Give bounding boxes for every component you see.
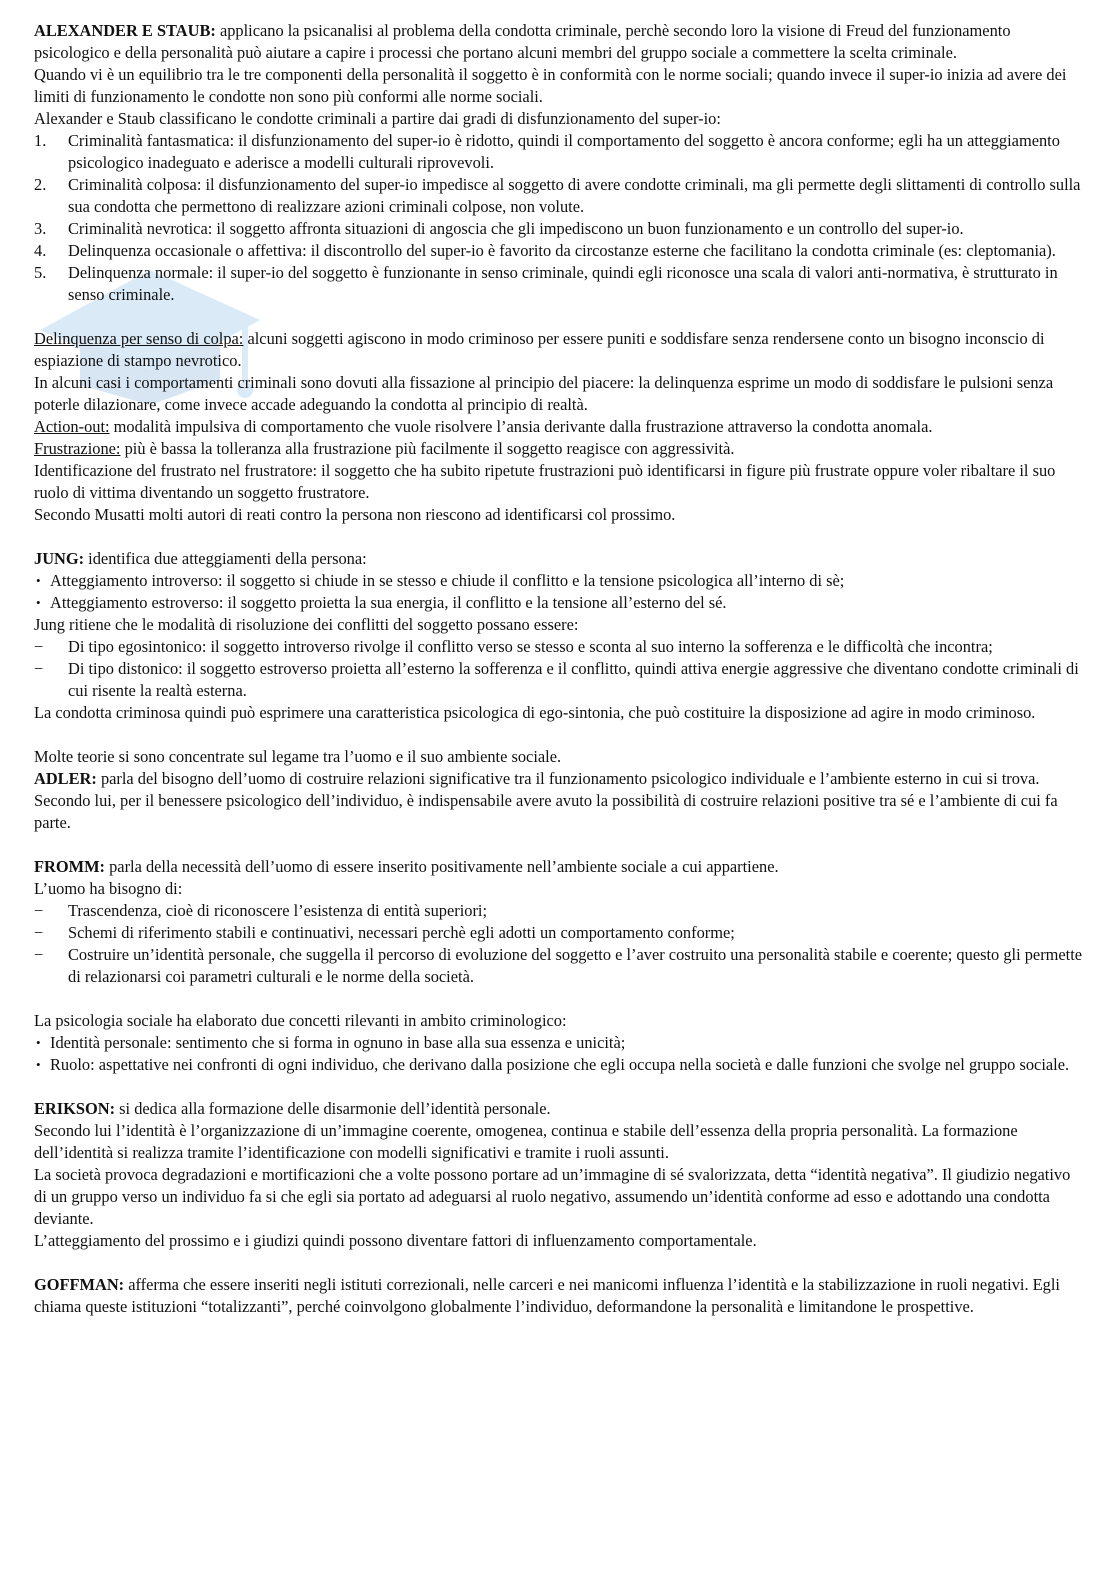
alexander-paragraph: Quando vi è un equilibrio tra le tre componenti della personalità il soggetto è in conformità con le norme sociali; quando invece il super-io inizia ad avere dei limiti di funzionamento le condotte non sono più conformi alle norme sociali.: [34, 65, 1067, 106]
frustrazione-label: Frustrazione:: [34, 439, 121, 458]
erikson-title: ERIKSON:: [34, 1099, 116, 1118]
fromm-title: FROMM:: [34, 857, 105, 876]
adler-title: ADLER:: [34, 769, 97, 788]
adler-lead: Molte teorie si sono concentrate sul legame tra l’uomo e il suo ambiente sociale.: [34, 747, 562, 766]
jung-title: JUNG:: [34, 549, 85, 568]
list-item: − Costruire un’identità personale, che suggella il percorso di evoluzione del soggetto e l’aver costruito una personalità stabile e coerente; questo gli permette di relazionarsi coi parametri culturali e le norme della società.: [34, 944, 1084, 988]
colpa-paragraph: Delinquenza per senso di colpa: alcuni soggetti agiscono in modo criminoso per essere puniti e soddisfare senza rendersene conto un bisogno inconscio di espiazione di stampo nevrotico.: [34, 329, 1045, 370]
goffman-paragraph: GOFFMAN: afferma che essere inseriti negli istituti correzionali, nelle carceri e nei manicomi influenza l’identità e la stabilizzazione in ruoli negativi. Egli chiama queste istituzioni “totalizzanti”, perché coinvolgono globalmente l’individuo, deformandone la personalità e limitandone le prospettive.: [34, 1275, 1060, 1316]
criminality-list: [34, 130, 1084, 306]
jung-intro: JUNG: identifica due atteggiamenti della persona:: [34, 549, 367, 568]
list-item: 5. Delinquenza normale: il super-io del soggetto è funzionante in senso criminale, quindi egli riconosce una scala di valori anti-normativa, è strutturato in senso criminale.: [34, 263, 1058, 304]
list-item: • Atteggiamento introverso: il soggetto si chiude in se stesso e chiude il conflitto e la tensione psicologica all’interno di sè;: [34, 570, 1084, 592]
fromm-paragraph: FROMM: parla della necessità dell’uomo di essere inserito positivamente nell’ambiente sociale a cui appartiene.: [34, 857, 779, 876]
adler-paragraph: ADLER: parla del bisogno dell’uomo di costruire relazioni significative tra il funzionamento psicologico individuale e l’ambiente esterno in cui si trova. Secondo lui, per il benessere psicologico dell’individuo, è indispensabile avere avuto la possibilità di costruire relazioni positive tra sé e l’ambiente di cui fa parte.: [34, 769, 1058, 832]
erikson-paragraph: La società provoca degradazioni e mortificazioni che a volte possono portare ad un’immagine di sé svalorizzata, detta “identità negativa”. Il giudizio negativo di un gruppo verso un individuo fa si che egli sia portato ad adeguarsi al ruolo negativo, assumendo un’identità conforme ad esso e adottando una condotta deviante.: [34, 1165, 1071, 1228]
action-out-label: Action-out:: [34, 417, 110, 436]
action-out-paragraph: Action-out: modalità impulsiva di comportamento che vuole risolvere l’ansia derivante dalla frustrazione attraverso la condotta anomala.: [34, 417, 933, 436]
list-item: • Identità personale: sentimento che si forma in ognuno in base alla sua essenza e unicità;: [34, 1032, 1084, 1054]
jung-bullet-list: [34, 570, 1084, 614]
colpa-paragraph: Secondo Musatti molti autori di reati contro la persona non riescono ad identificarsi col prossimo.: [34, 505, 676, 524]
jung-paragraph: Jung ritiene che le modalità di risoluzione dei conflitti del soggetto possano essere:: [34, 615, 579, 634]
list-item: − Di tipo egosintonico: il soggetto introverso rivolge il conflitto verso se stesso e sconta al suo interno la sofferenza e le difficoltà che incontra;: [34, 636, 1084, 658]
colpa-label: Delinquenza per senso di colpa:: [34, 329, 244, 348]
erikson-paragraph: L’atteggiamento del prossimo e i giudizi quindi possono diventare fattori di influenzamento comportamentale.: [34, 1231, 757, 1250]
list-item: − Schemi di riferimento stabili e continuativi, necessari perchè egli adotti un comportamento conforme;: [34, 922, 1084, 944]
jung-dash-list: [34, 636, 1084, 702]
list-item: • Ruolo: aspettative nei confronti di ogni individuo, che derivano dalla posizione che egli occupa nella società e dalle funzioni che svolge nel gruppo sociale.: [34, 1054, 1084, 1076]
alexander-intro: ALEXANDER E STAUB: applicano la psicanalisi al problema della condotta criminale, perchè secondo loro la visione di Freud del funzionamento psicologico e della personalità può aiutare a capire i processi che portano alcuni membri del gruppo sociale a commettere la scelta criminale.: [34, 21, 1011, 62]
alexander-paragraph: Alexander e Staub classificano le condotte criminali a partire dai gradi di disfunzionamento del super-io:: [34, 109, 721, 128]
goffman-title: GOFFMAN:: [34, 1275, 125, 1294]
document-page: [34, 20, 1084, 1318]
erikson-paragraph: ERIKSON: si dedica alla formazione delle disarmonie dell’identità personale.: [34, 1099, 551, 1118]
list-item: − Trascendenza, cioè di riconoscere l’esistenza di entità superiori;: [34, 900, 1084, 922]
list-item: 3. Criminalità nevrotica: il soggetto affronta situazioni di angoscia che gli impediscono un buon funzionamento e un controllo del super-io.: [34, 219, 964, 238]
list-item: • Atteggiamento estroverso: il soggetto proietta la sua energia, il conflitto e la tensione all’esterno del sé.: [34, 592, 1084, 614]
colpa-paragraph: Identificazione del frustrato nel frustratore: il soggetto che ha subito ripetute frustrazioni può identificarsi in figure più frustrate oppure voler ribaltare il suo ruolo di vittima diventando un soggetto frustratore.: [34, 461, 1056, 502]
psicologia-sociale-list: [34, 1032, 1084, 1076]
list-item: 1. Criminalità fantasmatica: il disfunzionamento del super-io è ridotto, quindi il comportamento del soggetto è ancora conforme; egli ha un atteggiamento psicologico inadeguato e aderisce a modelli culturali riprovevoli.: [34, 131, 1060, 172]
list-item: − Di tipo distonico: il soggetto estroverso proietta all’esterno la sofferenza e il conflitto, quindi attiva energie aggressive che diventano condotte criminali di cui risente la realtà esterna.: [34, 658, 1084, 702]
list-item: 2. Criminalità colposa: il disfunzionamento del super-io impedisce al soggetto di avere condotte criminali, ma gli permette degli slittamenti di controllo sulla sua condotta che permettono di realizzare azioni criminali colpose, non volute.: [34, 175, 1081, 216]
frustrazione-paragraph: Frustrazione: più è bassa la tolleranza alla frustrazione più facilmente il soggetto reagisce con aggressività.: [34, 439, 735, 458]
colpa-paragraph: In alcuni casi i comportamenti criminali sono dovuti alla fissazione al principio del piacere: la delinquenza esprime un modo di soddisfare le pulsioni senza poterle dilazionare, come invece accade adeguando la condotta al principio di realtà.: [34, 373, 1054, 414]
alexander-title: ALEXANDER E STAUB:: [34, 21, 216, 40]
fromm-dash-list: [34, 900, 1084, 988]
fromm-paragraph: L’uomo ha bisogno di:: [34, 879, 183, 898]
erikson-paragraph: Secondo lui l’identità è l’organizzazione di un’immagine coerente, omogenea, continua e stabile dell’essenza della propria personalità. La formazione dell’identità si realizza tramite l’identificazione con modelli significativi e tramite i ruoli assunti.: [34, 1121, 1018, 1162]
psicologia-sociale-intro: La psicologia sociale ha elaborato due concetti rilevanti in ambito criminologico:: [34, 1011, 567, 1030]
jung-paragraph: La condotta criminosa quindi può esprimere una caratteristica psicologica di ego-sintonia, che può costituire la disposizione ad agire in modo criminoso.: [34, 703, 1036, 722]
list-item: 4. Delinquenza occasionale o affettiva: il discontrollo del super-io è favorito da circostanze esterne che facilitano la condotta criminale (es: cleptomania).: [34, 241, 1056, 260]
